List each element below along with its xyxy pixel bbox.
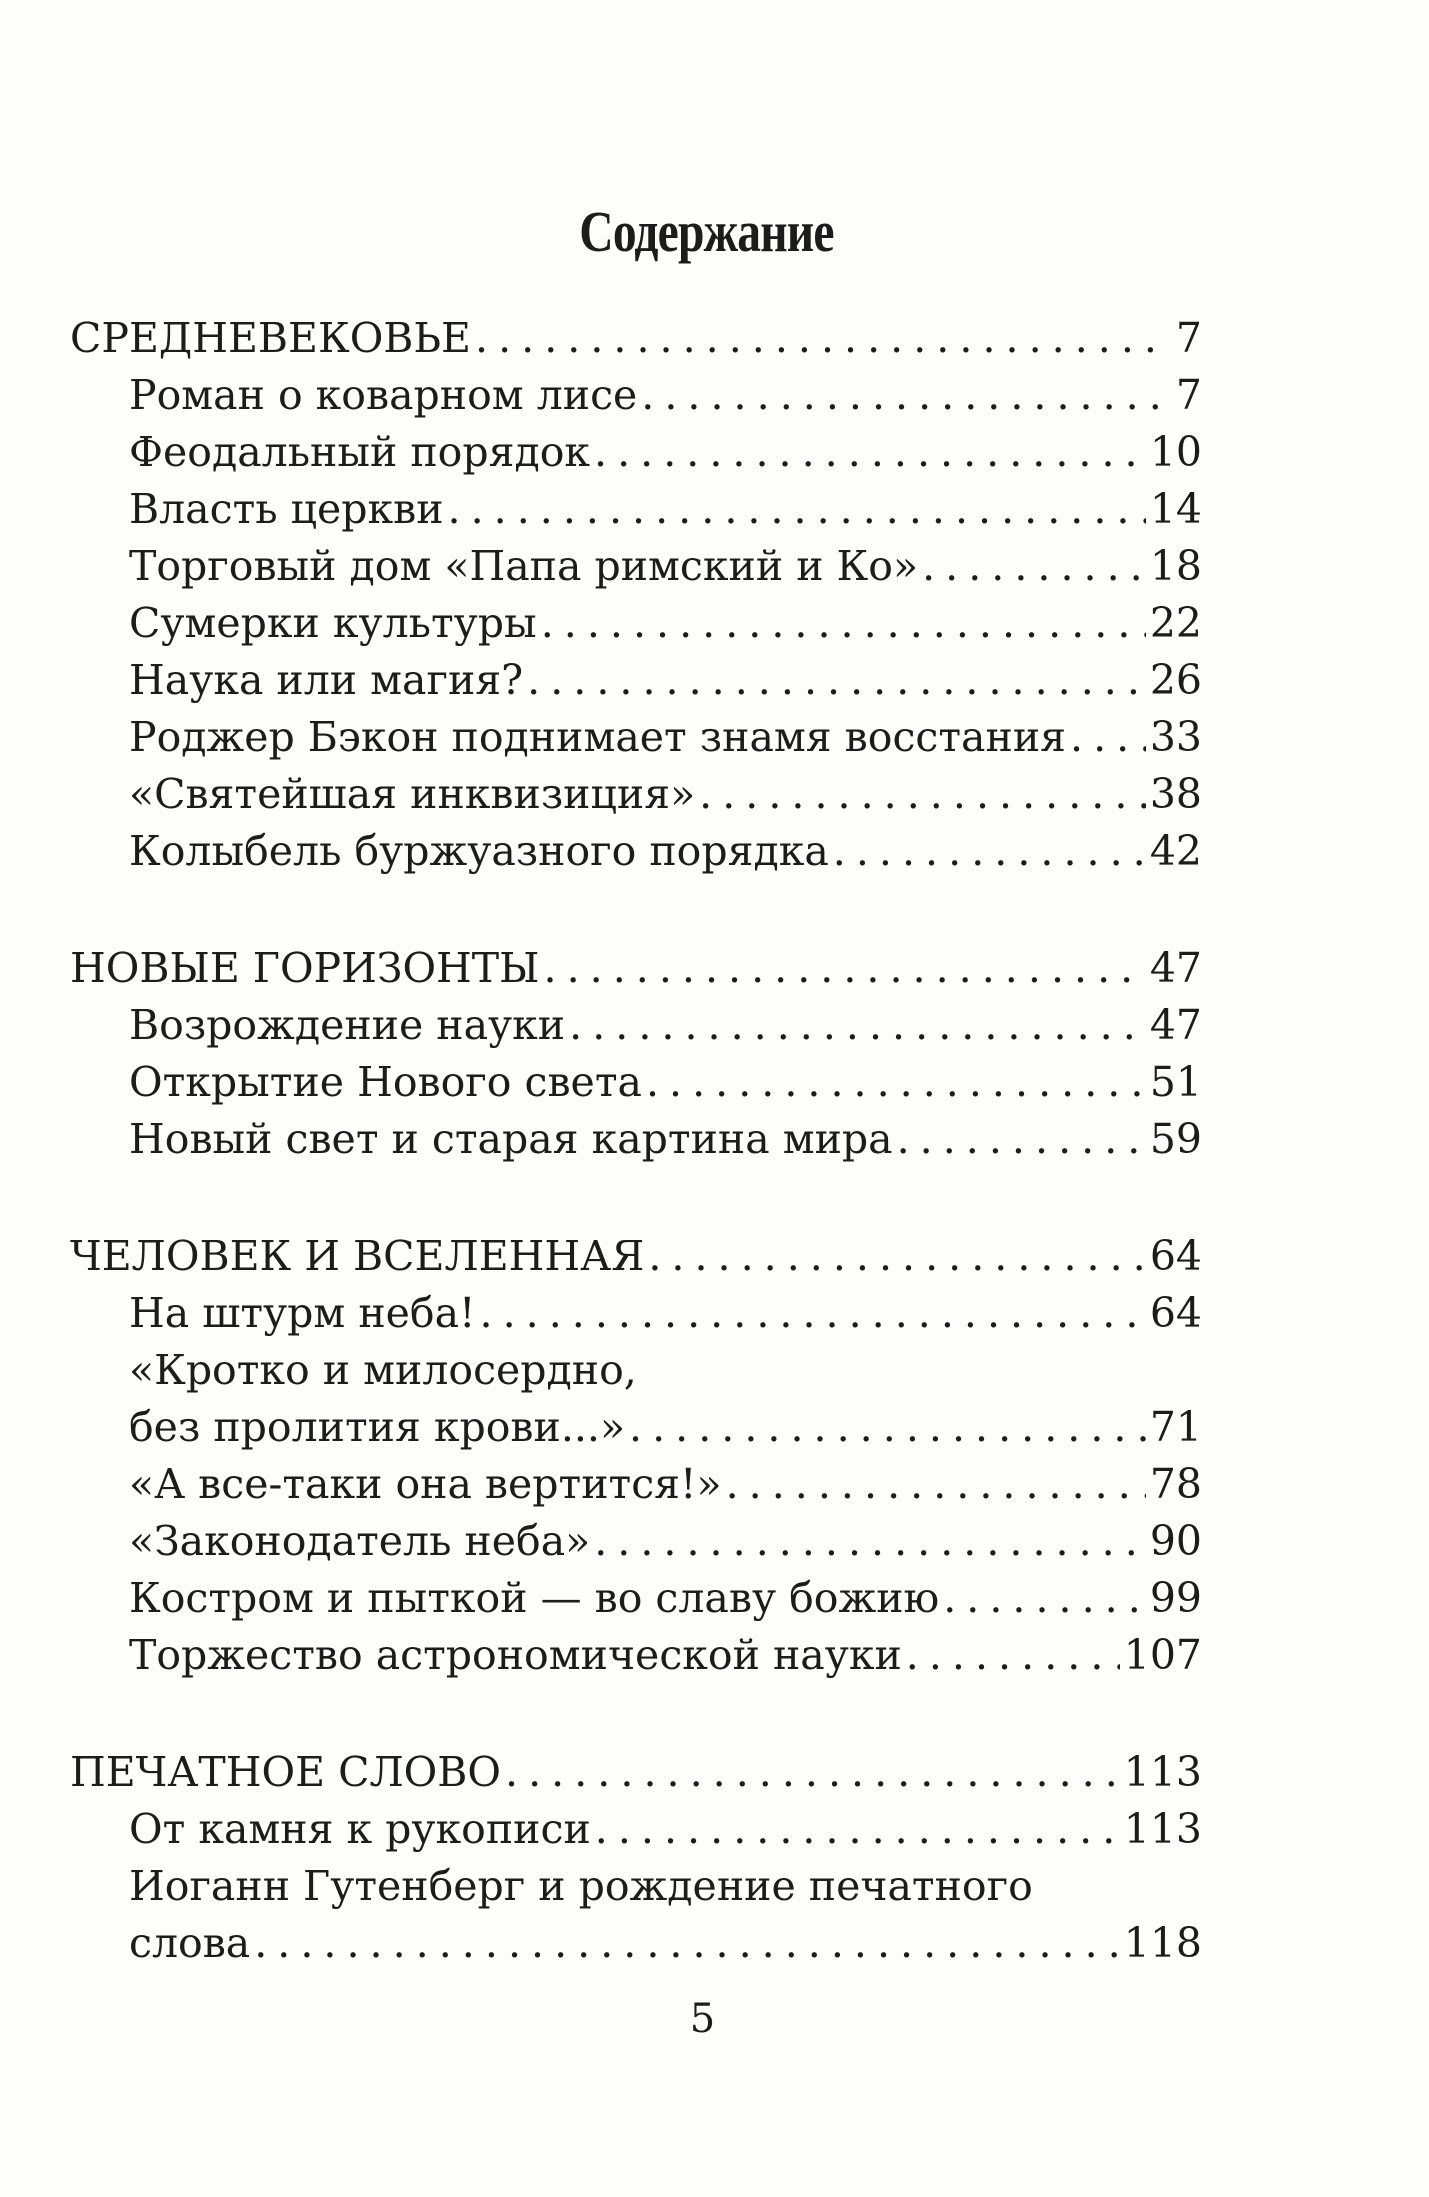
toc-page-number: 14 bbox=[1149, 485, 1202, 533]
toc-heading-title: ПЕЧАТНОЕ СЛОВО bbox=[70, 1748, 502, 1796]
toc-entry-title: Торжество астрономической науки bbox=[129, 1631, 902, 1679]
toc-page-number: 26 bbox=[1149, 656, 1202, 704]
toc-leader-dots bbox=[699, 766, 1146, 823]
toc-page-number: 7 bbox=[1175, 314, 1202, 362]
toc-entry[interactable] bbox=[70, 1285, 1202, 1342]
toc-page-number: 59 bbox=[1149, 1115, 1202, 1163]
toc-page-number: 118 bbox=[1123, 1919, 1202, 1967]
toc-entry[interactable] bbox=[70, 1111, 1202, 1168]
toc-entry[interactable] bbox=[70, 1342, 1202, 1399]
toc-heading-title: НОВЫЕ ГОРИЗОНТЫ bbox=[70, 944, 540, 992]
toc-entry-title: Власть церкви bbox=[129, 485, 444, 533]
toc-leader-dots bbox=[897, 1111, 1146, 1168]
toc-entry[interactable] bbox=[70, 1858, 1202, 1915]
toc-leader-dots bbox=[541, 595, 1146, 652]
toc-page-number: 64 bbox=[1149, 1232, 1202, 1280]
toc-page-number: 22 bbox=[1149, 599, 1202, 647]
toc-leader-dots bbox=[943, 1570, 1146, 1627]
toc-entry-title: «Святейшая инквизиция» bbox=[129, 770, 696, 818]
toc-leader-dots bbox=[595, 1801, 1120, 1858]
toc-entry[interactable] bbox=[70, 652, 1202, 709]
toc-heading[interactable] bbox=[70, 310, 1202, 367]
toc-entry[interactable] bbox=[70, 595, 1202, 652]
toc-entry-title: «Кротко и милосердно, bbox=[129, 1346, 637, 1394]
toc-entry-title: Новый свет и старая картина мира bbox=[129, 1115, 893, 1163]
toc-leader-dots bbox=[505, 1744, 1120, 1801]
toc-leader-dots bbox=[527, 652, 1146, 709]
toc-section-new-horizons bbox=[70, 940, 1202, 1168]
toc-entry-title: На штурм неба! bbox=[129, 1289, 476, 1337]
toc-entry[interactable] bbox=[70, 424, 1202, 481]
toc-entry-title: Возрождение науки bbox=[129, 1001, 566, 1049]
toc-entry-title-continued: без пролития крови...» bbox=[129, 1403, 626, 1451]
toc-leader-dots bbox=[922, 538, 1146, 595]
toc-page-number: 113 bbox=[1123, 1748, 1202, 1796]
toc-page-number: 47 bbox=[1149, 944, 1202, 992]
toc-entry[interactable] bbox=[70, 538, 1202, 595]
toc-page-number: 99 bbox=[1149, 1574, 1202, 1622]
toc-heading[interactable] bbox=[70, 940, 1202, 997]
toc-page-number: 18 bbox=[1149, 542, 1202, 590]
toc-entry-title: Сумерки культуры bbox=[129, 599, 537, 647]
toc-entry[interactable] bbox=[70, 1513, 1202, 1570]
toc-entry-title: Феодальный порядок bbox=[129, 428, 591, 476]
toc-leader-dots bbox=[475, 310, 1158, 367]
page-number: 5 bbox=[689, 1996, 716, 2042]
toc-page-number: 71 bbox=[1149, 1403, 1202, 1451]
toc-entry-title: Открытие Нового света bbox=[129, 1058, 642, 1106]
toc-entry[interactable] bbox=[70, 367, 1202, 424]
toc-page-number: 113 bbox=[1123, 1805, 1202, 1853]
toc-entry-continuation[interactable] bbox=[70, 1915, 1202, 1972]
toc-entry[interactable] bbox=[70, 823, 1202, 880]
toc-page-number: 47 bbox=[1149, 1001, 1202, 1049]
toc-entry[interactable] bbox=[70, 997, 1202, 1054]
toc-leader-dots bbox=[648, 1228, 1146, 1285]
toc-entry[interactable] bbox=[70, 709, 1202, 766]
toc-entry-title: Костром и пыткой — во славу божию bbox=[129, 1574, 940, 1622]
toc-page-number: 64 bbox=[1149, 1289, 1202, 1337]
toc-page-number: 7 bbox=[1175, 371, 1202, 419]
toc-leader-dots bbox=[254, 1915, 1120, 1972]
toc-entry[interactable] bbox=[70, 766, 1202, 823]
toc-page-number: 38 bbox=[1149, 770, 1202, 818]
toc-leader-dots bbox=[646, 1054, 1146, 1111]
toc-entry[interactable] bbox=[70, 1456, 1202, 1513]
toc-leader-dots bbox=[448, 481, 1146, 538]
toc-entry-title: Наука или магия? bbox=[129, 656, 524, 704]
toc-page-number: 10 bbox=[1149, 428, 1202, 476]
page-title: Содержание bbox=[579, 199, 834, 264]
toc-leader-dots bbox=[906, 1627, 1120, 1684]
toc-section-middle-ages bbox=[70, 310, 1202, 880]
toc-leader-dots bbox=[1070, 709, 1146, 766]
toc-entry[interactable] bbox=[70, 481, 1202, 538]
toc-entry[interactable] bbox=[70, 1570, 1202, 1627]
toc-leader-dots bbox=[544, 940, 1146, 997]
toc-leader-dots bbox=[594, 1513, 1146, 1570]
toc-entry[interactable] bbox=[70, 1627, 1202, 1684]
toc-entry[interactable] bbox=[70, 1054, 1202, 1111]
toc-leader-dots bbox=[641, 367, 1158, 424]
toc-section-printed-word bbox=[70, 1744, 1202, 1972]
toc-heading[interactable] bbox=[70, 1744, 1202, 1801]
toc-leader-dots bbox=[569, 997, 1146, 1054]
toc-entry-title: «Законодатель неба» bbox=[129, 1517, 591, 1565]
toc-page-number: 33 bbox=[1149, 713, 1202, 761]
toc-entry-title: «А все-таки она вертится!» bbox=[129, 1460, 722, 1508]
toc-page-number: 51 bbox=[1149, 1058, 1202, 1106]
toc-entry[interactable] bbox=[70, 1801, 1202, 1858]
toc-page-number: 42 bbox=[1149, 827, 1202, 875]
toc-leader-dots bbox=[833, 823, 1146, 880]
toc-entry-title: Торговый дом «Папа римский и Ко» bbox=[129, 542, 919, 590]
toc-page-number: 90 bbox=[1149, 1517, 1202, 1565]
toc-page-number: 107 bbox=[1123, 1631, 1202, 1679]
toc-leader-dots bbox=[480, 1285, 1146, 1342]
toc-leader-dots bbox=[594, 424, 1146, 481]
toc-section-man-and-universe bbox=[70, 1228, 1202, 1684]
toc-entry-title: Колыбель буржуазного порядка bbox=[129, 827, 829, 875]
toc-leader-dots bbox=[726, 1456, 1146, 1513]
toc-entry-title: От камня к рукописи bbox=[129, 1805, 591, 1853]
toc-entry-title: Иоганн Гутенберг и рождение печатного bbox=[129, 1862, 1033, 1910]
toc-entry-title: Роман о коварном лисе bbox=[129, 371, 638, 419]
toc-entry-continuation[interactable] bbox=[70, 1399, 1202, 1456]
toc-leader-dots bbox=[629, 1399, 1146, 1456]
table-of-contents bbox=[70, 310, 1202, 2032]
toc-heading-title: СРЕДНЕВЕКОВЬЕ bbox=[70, 314, 471, 362]
toc-entry-title-continued: слова bbox=[129, 1919, 251, 1967]
toc-heading-title: ЧЕЛОВЕК И ВСЕЛЕННАЯ bbox=[70, 1232, 645, 1280]
toc-page-number: 78 bbox=[1149, 1460, 1202, 1508]
toc-entry-title: Роджер Бэкон поднимает знамя восстания bbox=[129, 713, 1067, 761]
toc-heading[interactable] bbox=[70, 1228, 1202, 1285]
